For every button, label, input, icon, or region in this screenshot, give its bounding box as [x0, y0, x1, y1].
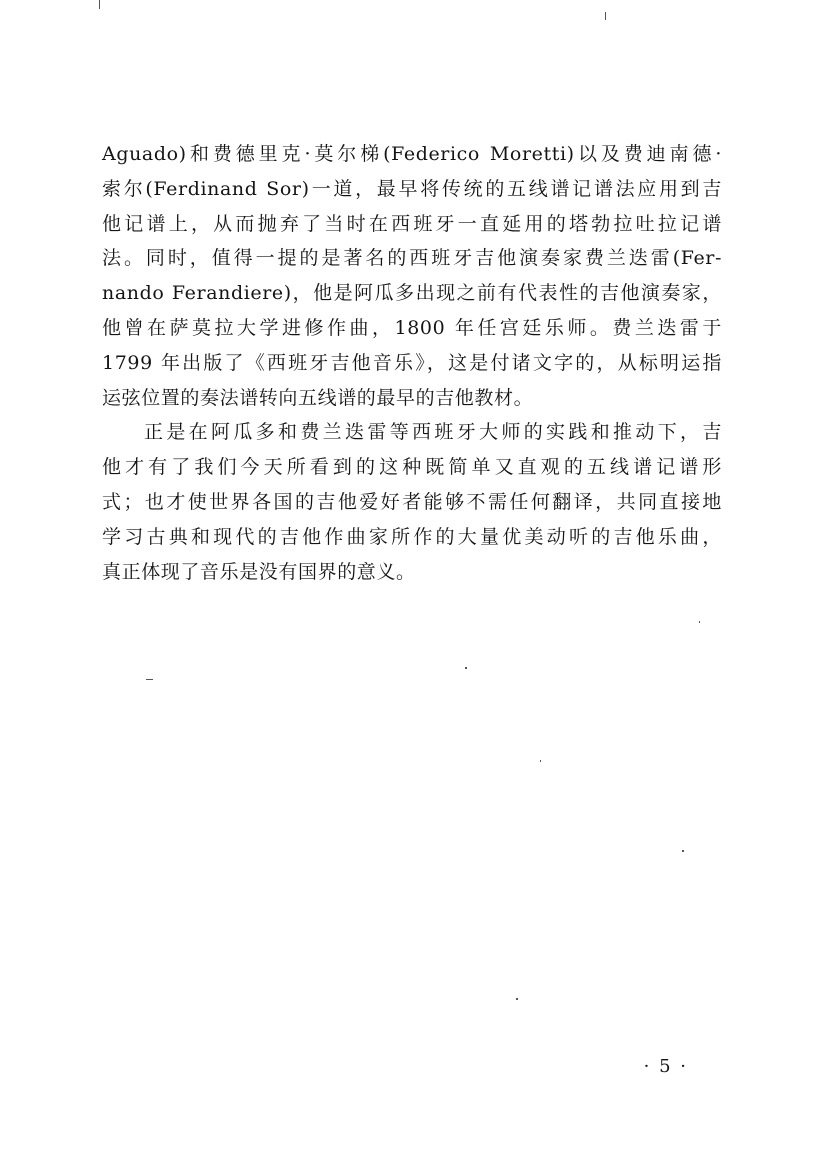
paragraph-2 [102, 415, 722, 589]
page-number: · 5 · [643, 1056, 688, 1077]
text-line: nando Ferandiere)，他是阿瓜多出现之前有代表性的吉他演奏家， [102, 282, 722, 305]
text-line: 他曾在萨莫拉大学进修作曲，1800 年任宫廷乐师。费兰迭雷于 [102, 316, 722, 339]
text-line: 真正体现了音乐是没有国界的意义。 [102, 560, 416, 583]
text-line: 式；也才使世界各国的吉他爱好者能够不需任何翻译，共同直接地 [102, 490, 722, 513]
text-line: 正是在阿瓜多和费兰迭雷等西班牙大师的实践和推动下，吉 [144, 421, 722, 444]
scan-speck [99, 0, 100, 9]
text-line: Aguado)和费德里克·莫尔梯(Federico Moretti)以及费迪南德· [102, 143, 722, 165]
body-text [102, 137, 722, 589]
text-line: 学习古典和现代的吉他作曲家所作的大量优美动听的吉他乐曲， [102, 525, 722, 548]
paragraph-1 [102, 137, 722, 415]
text-line: 他才有了我们今天所看到的这种既简单又直观的五线谱记谱形 [102, 456, 722, 479]
scan-speck [605, 12, 606, 20]
scan-speck [540, 760, 541, 762]
text-line: 他记谱上，从而抛弃了当时在西班牙一直延用的塔勃拉吐拉记谱 [102, 212, 722, 235]
text-line: 1799 年出版了《西班牙吉他音乐》，这是付诸文字的，从标明运指 [102, 351, 722, 374]
scan-speck [699, 621, 700, 623]
scan-speck [465, 667, 467, 669]
text-line: 法。同时，值得一提的是著名的西班牙吉他演奏家费兰迭雷(Fer- [102, 247, 722, 270]
text-line: 索尔(Ferdinand Sor)一道，最早将传统的五线谱记谱法应用到吉 [102, 177, 722, 200]
scan-speck [146, 679, 153, 680]
scan-speck [682, 850, 684, 852]
text-line: 运弦位置的奏法谱转向五线谱的最早的吉他教材。 [102, 386, 534, 409]
scan-speck [516, 998, 518, 1000]
